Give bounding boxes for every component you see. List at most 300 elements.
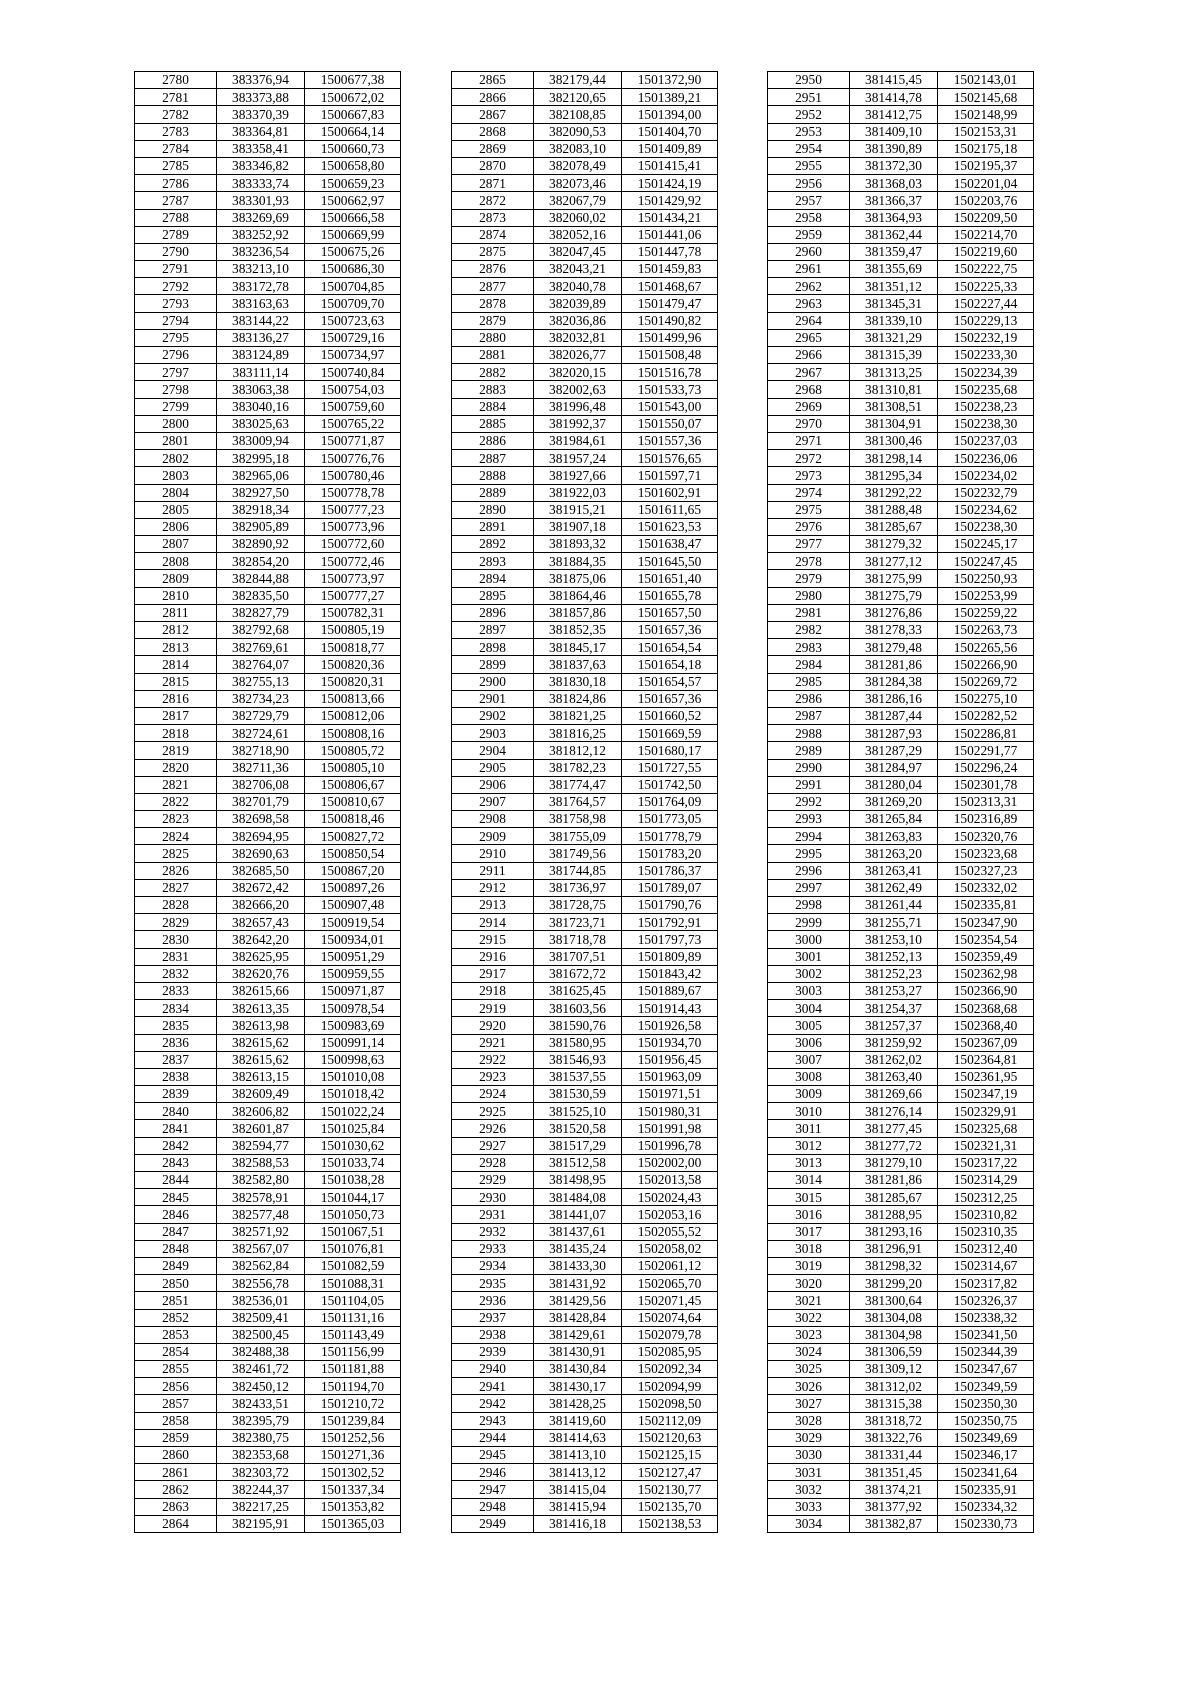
y-coordinate-cell: 1500813,66: [305, 690, 401, 707]
table-row: [452, 347, 718, 364]
point-number-cell: 2843: [135, 1154, 217, 1171]
point-number-cell: 2790: [135, 243, 217, 260]
table-row: [768, 604, 1034, 621]
table-row: [452, 1515, 718, 1532]
x-coordinate-cell: 382026,77: [534, 347, 622, 364]
y-coordinate-cell: 1500998,63: [305, 1051, 401, 1068]
y-coordinate-cell: 1500729,16: [305, 329, 401, 346]
x-coordinate-cell: 381253,10: [850, 931, 938, 948]
table-row: [135, 656, 401, 673]
table-row: [768, 673, 1034, 690]
point-number-cell: 2906: [452, 776, 534, 793]
point-number-cell: 2967: [768, 364, 850, 381]
y-coordinate-cell: 1502053,16: [622, 1206, 718, 1223]
table-row: [452, 1068, 718, 1085]
x-coordinate-cell: 383063,38: [217, 381, 305, 398]
point-number-cell: 3008: [768, 1068, 850, 1085]
x-coordinate-cell: 381893,32: [534, 536, 622, 553]
y-coordinate-cell: 1501926,58: [622, 1017, 718, 1034]
point-number-cell: 2960: [768, 243, 850, 260]
y-coordinate-cell: 1502079,78: [622, 1326, 718, 1343]
table-row: [768, 1275, 1034, 1292]
x-coordinate-cell: 381304,91: [850, 415, 938, 432]
table-row: [452, 1103, 718, 1120]
x-coordinate-cell: 382666,20: [217, 897, 305, 914]
table-row: [135, 862, 401, 879]
point-number-cell: 3031: [768, 1464, 850, 1481]
point-number-cell: 2783: [135, 123, 217, 140]
x-coordinate-cell: 382578,91: [217, 1189, 305, 1206]
table-row: [135, 72, 401, 89]
y-coordinate-cell: 1501372,90: [622, 72, 718, 89]
point-number-cell: 3004: [768, 1000, 850, 1017]
table-row: [768, 639, 1034, 656]
point-number-cell: 2989: [768, 742, 850, 759]
y-coordinate-cell: 1500991,14: [305, 1034, 401, 1051]
table-row: [135, 347, 401, 364]
point-number-cell: 3016: [768, 1206, 850, 1223]
table-row: [768, 261, 1034, 278]
point-number-cell: 3034: [768, 1515, 850, 1532]
table-row: [135, 157, 401, 174]
y-coordinate-cell: 1501623,53: [622, 518, 718, 535]
table-row: [452, 948, 718, 965]
point-number-cell: 2899: [452, 656, 534, 673]
table-row: [135, 1447, 401, 1464]
point-number-cell: 2850: [135, 1275, 217, 1292]
y-coordinate-cell: 1502143,01: [938, 72, 1034, 89]
x-coordinate-cell: 381774,47: [534, 776, 622, 793]
x-coordinate-cell: 381957,24: [534, 450, 622, 467]
y-coordinate-cell: 1500740,84: [305, 364, 401, 381]
x-coordinate-cell: 382615,62: [217, 1034, 305, 1051]
table-row: [452, 1378, 718, 1395]
table-row: [452, 982, 718, 999]
table-row: [452, 673, 718, 690]
table-row: [768, 501, 1034, 518]
x-coordinate-cell: 382090,53: [534, 123, 622, 140]
table-row: [135, 1154, 401, 1171]
table-row: [452, 759, 718, 776]
point-number-cell: 2978: [768, 553, 850, 570]
table-row: [135, 89, 401, 106]
x-coordinate-cell: 383373,88: [217, 89, 305, 106]
table-row: [768, 948, 1034, 965]
y-coordinate-cell: 1501680,17: [622, 742, 718, 759]
table-row: [135, 1137, 401, 1154]
y-coordinate-cell: 1502127,47: [622, 1464, 718, 1481]
point-number-cell: 2961: [768, 261, 850, 278]
point-number-cell: 2937: [452, 1309, 534, 1326]
x-coordinate-cell: 382642,20: [217, 931, 305, 948]
x-coordinate-cell: 381728,75: [534, 897, 622, 914]
x-coordinate-cell: 381852,35: [534, 622, 622, 639]
y-coordinate-cell: 1502291,77: [938, 742, 1034, 759]
x-coordinate-cell: 382905,89: [217, 518, 305, 535]
point-number-cell: 2883: [452, 381, 534, 398]
y-coordinate-cell: 1501468,67: [622, 278, 718, 295]
point-number-cell: 2939: [452, 1343, 534, 1360]
x-coordinate-cell: 381430,91: [534, 1343, 622, 1360]
table-row: [768, 415, 1034, 432]
point-number-cell: 3002: [768, 965, 850, 982]
point-number-cell: 2860: [135, 1447, 217, 1464]
y-coordinate-cell: 1501773,05: [622, 811, 718, 828]
x-coordinate-cell: 382764,07: [217, 656, 305, 673]
x-coordinate-cell: 381984,61: [534, 432, 622, 449]
y-coordinate-cell: 1501971,51: [622, 1086, 718, 1103]
x-coordinate-cell: 383124,89: [217, 347, 305, 364]
y-coordinate-cell: 1501597,71: [622, 467, 718, 484]
x-coordinate-cell: 382724,61: [217, 725, 305, 742]
y-coordinate-cell: 1502233,30: [938, 347, 1034, 364]
x-coordinate-cell: 381252,23: [850, 965, 938, 982]
table-row: [768, 192, 1034, 209]
x-coordinate-cell: 381428,84: [534, 1309, 622, 1326]
table-row: [452, 140, 718, 157]
x-coordinate-cell: 381262,02: [850, 1051, 938, 1068]
table-row: [768, 1154, 1034, 1171]
table-row: [135, 243, 401, 260]
table-row: [135, 1223, 401, 1240]
table-row: [768, 1240, 1034, 1257]
x-coordinate-cell: 382043,21: [534, 261, 622, 278]
x-coordinate-cell: 382890,92: [217, 536, 305, 553]
x-coordinate-cell: 381331,44: [850, 1447, 938, 1464]
table-row: [135, 828, 401, 845]
table-row: [768, 793, 1034, 810]
table-row: [768, 1447, 1034, 1464]
x-coordinate-cell: 381300,64: [850, 1292, 938, 1309]
y-coordinate-cell: 1502214,70: [938, 226, 1034, 243]
x-coordinate-cell: 382854,20: [217, 553, 305, 570]
y-coordinate-cell: 1502227,44: [938, 295, 1034, 312]
y-coordinate-cell: 1502313,31: [938, 793, 1034, 810]
table-row: [768, 931, 1034, 948]
table-row: [768, 1206, 1034, 1223]
point-number-cell: 2785: [135, 157, 217, 174]
y-coordinate-cell: 1502253,99: [938, 587, 1034, 604]
table-row: [135, 175, 401, 192]
y-coordinate-cell: 1501934,70: [622, 1034, 718, 1051]
x-coordinate-cell: 381429,56: [534, 1292, 622, 1309]
point-number-cell: 2992: [768, 793, 850, 810]
x-coordinate-cell: 383009,94: [217, 432, 305, 449]
y-coordinate-cell: 1501131,16: [305, 1309, 401, 1326]
y-coordinate-cell: 1500772,46: [305, 553, 401, 570]
table-row: [135, 329, 401, 346]
x-coordinate-cell: 381744,85: [534, 862, 622, 879]
y-coordinate-cell: 1501660,52: [622, 707, 718, 724]
y-coordinate-cell: 1501044,17: [305, 1189, 401, 1206]
table-row: [768, 1343, 1034, 1360]
table-row: [135, 106, 401, 123]
x-coordinate-cell: 381254,37: [850, 1000, 938, 1017]
table-row: [135, 192, 401, 209]
x-coordinate-cell: 381415,45: [850, 72, 938, 89]
table-row: [768, 707, 1034, 724]
point-number-cell: 2880: [452, 329, 534, 346]
x-coordinate-cell: 381409,10: [850, 123, 938, 140]
y-coordinate-cell: 1501252,56: [305, 1429, 401, 1446]
table-row: [768, 811, 1034, 828]
table-row: [768, 1137, 1034, 1154]
x-coordinate-cell: 381300,46: [850, 432, 938, 449]
point-number-cell: 2991: [768, 776, 850, 793]
y-coordinate-cell: 1502195,37: [938, 157, 1034, 174]
point-number-cell: 2862: [135, 1481, 217, 1498]
table-row: [135, 381, 401, 398]
x-coordinate-cell: 381293,16: [850, 1223, 938, 1240]
y-coordinate-cell: 1502071,45: [622, 1292, 718, 1309]
y-coordinate-cell: 1501980,31: [622, 1103, 718, 1120]
table-row: [452, 570, 718, 587]
x-coordinate-cell: 382965,06: [217, 467, 305, 484]
table-row: [452, 845, 718, 862]
point-number-cell: 2903: [452, 725, 534, 742]
x-coordinate-cell: 381749,56: [534, 845, 622, 862]
x-coordinate-cell: 381292,22: [850, 484, 938, 501]
table-row: [452, 622, 718, 639]
table-row: [135, 1206, 401, 1223]
point-number-cell: 2998: [768, 897, 850, 914]
point-number-cell: 2849: [135, 1257, 217, 1274]
x-coordinate-cell: 381755,09: [534, 828, 622, 845]
point-number-cell: 2816: [135, 690, 217, 707]
y-coordinate-cell: 1502247,45: [938, 553, 1034, 570]
point-number-cell: 2957: [768, 192, 850, 209]
table-row: [135, 1326, 401, 1343]
table-row: [452, 879, 718, 896]
x-coordinate-cell: 383376,94: [217, 72, 305, 89]
y-coordinate-cell: 1501790,76: [622, 897, 718, 914]
table-row: [452, 1120, 718, 1137]
y-coordinate-cell: 1502061,12: [622, 1257, 718, 1274]
table-row: [135, 1068, 401, 1085]
x-coordinate-cell: 381821,25: [534, 707, 622, 724]
x-coordinate-cell: 381318,72: [850, 1412, 938, 1429]
table-row: [135, 1343, 401, 1360]
y-coordinate-cell: 1502310,35: [938, 1223, 1034, 1240]
y-coordinate-cell: 1500664,14: [305, 123, 401, 140]
y-coordinate-cell: 1502326,37: [938, 1292, 1034, 1309]
y-coordinate-cell: 1501010,08: [305, 1068, 401, 1085]
table-row: [135, 622, 401, 639]
y-coordinate-cell: 1502334,32: [938, 1498, 1034, 1515]
x-coordinate-cell: 382060,02: [534, 209, 622, 226]
y-coordinate-cell: 1501030,62: [305, 1137, 401, 1154]
y-coordinate-cell: 1501996,78: [622, 1137, 718, 1154]
table-row: [135, 450, 401, 467]
y-coordinate-cell: 1502368,68: [938, 1000, 1034, 1017]
x-coordinate-cell: 382711,36: [217, 759, 305, 776]
point-number-cell: 3033: [768, 1498, 850, 1515]
x-coordinate-cell: 382450,12: [217, 1378, 305, 1395]
x-coordinate-cell: 382244,37: [217, 1481, 305, 1498]
x-coordinate-cell: 381441,07: [534, 1206, 622, 1223]
x-coordinate-cell: 381322,76: [850, 1429, 938, 1446]
x-coordinate-cell: 381281,86: [850, 656, 938, 673]
y-coordinate-cell: 1500782,31: [305, 604, 401, 621]
table-row: [452, 1154, 718, 1171]
point-number-cell: 3006: [768, 1034, 850, 1051]
table-row: [452, 1498, 718, 1515]
point-number-cell: 2863: [135, 1498, 217, 1515]
table-row: [768, 1068, 1034, 1085]
y-coordinate-cell: 1501611,65: [622, 501, 718, 518]
x-coordinate-cell: 381295,34: [850, 467, 938, 484]
x-coordinate-cell: 382615,66: [217, 982, 305, 999]
point-number-cell: 3013: [768, 1154, 850, 1171]
x-coordinate-cell: 381415,94: [534, 1498, 622, 1515]
y-coordinate-cell: 1501353,82: [305, 1498, 401, 1515]
x-coordinate-cell: 382179,44: [534, 72, 622, 89]
point-number-cell: 2905: [452, 759, 534, 776]
x-coordinate-cell: 382588,53: [217, 1154, 305, 1171]
table-row: [452, 484, 718, 501]
point-number-cell: 2853: [135, 1326, 217, 1343]
point-number-cell: 2824: [135, 828, 217, 845]
x-coordinate-cell: 381364,93: [850, 209, 938, 226]
y-coordinate-cell: 1500867,20: [305, 862, 401, 879]
point-number-cell: 2959: [768, 226, 850, 243]
table-row: [135, 673, 401, 690]
point-number-cell: 2900: [452, 673, 534, 690]
point-number-cell: 2962: [768, 278, 850, 295]
x-coordinate-cell: 381359,47: [850, 243, 938, 260]
x-coordinate-cell: 381837,63: [534, 656, 622, 673]
y-coordinate-cell: 1501082,59: [305, 1257, 401, 1274]
point-number-cell: 2942: [452, 1395, 534, 1412]
point-number-cell: 2944: [452, 1429, 534, 1446]
y-coordinate-cell: 1501789,07: [622, 879, 718, 896]
x-coordinate-cell: 382606,82: [217, 1103, 305, 1120]
y-coordinate-cell: 1501365,03: [305, 1515, 401, 1532]
point-number-cell: 2987: [768, 707, 850, 724]
y-coordinate-cell: 1502317,22: [938, 1154, 1034, 1171]
point-number-cell: 2930: [452, 1189, 534, 1206]
table-row: [135, 484, 401, 501]
x-coordinate-cell: 382036,86: [534, 312, 622, 329]
x-coordinate-cell: 381255,71: [850, 914, 938, 931]
y-coordinate-cell: 1501576,65: [622, 450, 718, 467]
x-coordinate-cell: 383364,81: [217, 123, 305, 140]
y-coordinate-cell: 1500734,97: [305, 347, 401, 364]
x-coordinate-cell: 382020,15: [534, 364, 622, 381]
y-coordinate-cell: 1501654,57: [622, 673, 718, 690]
table-row: [768, 1172, 1034, 1189]
point-number-cell: 2920: [452, 1017, 534, 1034]
point-number-cell: 2925: [452, 1103, 534, 1120]
point-number-cell: 2814: [135, 656, 217, 673]
x-coordinate-cell: 381414,78: [850, 89, 938, 106]
point-number-cell: 2854: [135, 1343, 217, 1360]
x-coordinate-cell: 382927,50: [217, 484, 305, 501]
point-number-cell: 2956: [768, 175, 850, 192]
point-number-cell: 2922: [452, 1051, 534, 1068]
table-row: [135, 295, 401, 312]
point-number-cell: 2841: [135, 1120, 217, 1137]
y-coordinate-cell: 1502325,68: [938, 1120, 1034, 1137]
point-number-cell: 2988: [768, 725, 850, 742]
x-coordinate-cell: 381263,40: [850, 1068, 938, 1085]
table-row: [452, 278, 718, 295]
point-number-cell: 3020: [768, 1275, 850, 1292]
table-row: [452, 243, 718, 260]
y-coordinate-cell: 1502341,50: [938, 1326, 1034, 1343]
y-coordinate-cell: 1500810,67: [305, 793, 401, 810]
x-coordinate-cell: 382556,78: [217, 1275, 305, 1292]
x-coordinate-cell: 382039,89: [534, 295, 622, 312]
y-coordinate-cell: 1502074,64: [622, 1309, 718, 1326]
y-coordinate-cell: 1500669,99: [305, 226, 401, 243]
point-number-cell: 2892: [452, 536, 534, 553]
point-number-cell: 2952: [768, 106, 850, 123]
point-number-cell: 2912: [452, 879, 534, 896]
x-coordinate-cell: 381374,21: [850, 1481, 938, 1498]
table-row: [768, 1395, 1034, 1412]
y-coordinate-cell: 1501657,36: [622, 690, 718, 707]
x-coordinate-cell: 382582,80: [217, 1172, 305, 1189]
x-coordinate-cell: 381312,02: [850, 1378, 938, 1395]
point-number-cell: 2990: [768, 759, 850, 776]
point-number-cell: 2881: [452, 347, 534, 364]
table-row: [452, 1206, 718, 1223]
y-coordinate-cell: 1502367,09: [938, 1034, 1034, 1051]
point-number-cell: 2984: [768, 656, 850, 673]
x-coordinate-cell: 381433,30: [534, 1257, 622, 1274]
x-coordinate-cell: 381723,71: [534, 914, 622, 931]
y-coordinate-cell: 1502219,60: [938, 243, 1034, 260]
y-coordinate-cell: 1502350,30: [938, 1395, 1034, 1412]
y-coordinate-cell: 1502361,95: [938, 1068, 1034, 1085]
y-coordinate-cell: 1501956,45: [622, 1051, 718, 1068]
x-coordinate-cell: 381764,57: [534, 793, 622, 810]
table-row: [135, 1292, 401, 1309]
point-number-cell: 2797: [135, 364, 217, 381]
x-coordinate-cell: 381313,25: [850, 364, 938, 381]
table-row: [768, 1120, 1034, 1137]
table-row: [135, 725, 401, 742]
y-coordinate-cell: 1501409,89: [622, 140, 718, 157]
x-coordinate-cell: 382083,10: [534, 140, 622, 157]
point-number-cell: 2888: [452, 467, 534, 484]
y-coordinate-cell: 1501809,89: [622, 948, 718, 965]
point-number-cell: 2781: [135, 89, 217, 106]
y-coordinate-cell: 1501050,73: [305, 1206, 401, 1223]
table-row: [452, 1395, 718, 1412]
table-row: [135, 776, 401, 793]
point-number-cell: 2865: [452, 72, 534, 89]
table-row: [135, 553, 401, 570]
x-coordinate-cell: 381580,95: [534, 1034, 622, 1051]
table-row: [768, 175, 1034, 192]
point-number-cell: 2891: [452, 518, 534, 535]
x-coordinate-cell: 381253,27: [850, 982, 938, 999]
x-coordinate-cell: 381603,56: [534, 1000, 622, 1017]
point-number-cell: 2947: [452, 1481, 534, 1498]
x-coordinate-cell: 382032,81: [534, 329, 622, 346]
y-coordinate-cell: 1500677,38: [305, 72, 401, 89]
point-number-cell: 2938: [452, 1326, 534, 1343]
y-coordinate-cell: 1501792,91: [622, 914, 718, 931]
point-number-cell: 2795: [135, 329, 217, 346]
point-number-cell: 2964: [768, 312, 850, 329]
x-coordinate-cell: 381875,06: [534, 570, 622, 587]
point-number-cell: 2929: [452, 1172, 534, 1189]
point-number-cell: 2866: [452, 89, 534, 106]
table-row: [768, 432, 1034, 449]
